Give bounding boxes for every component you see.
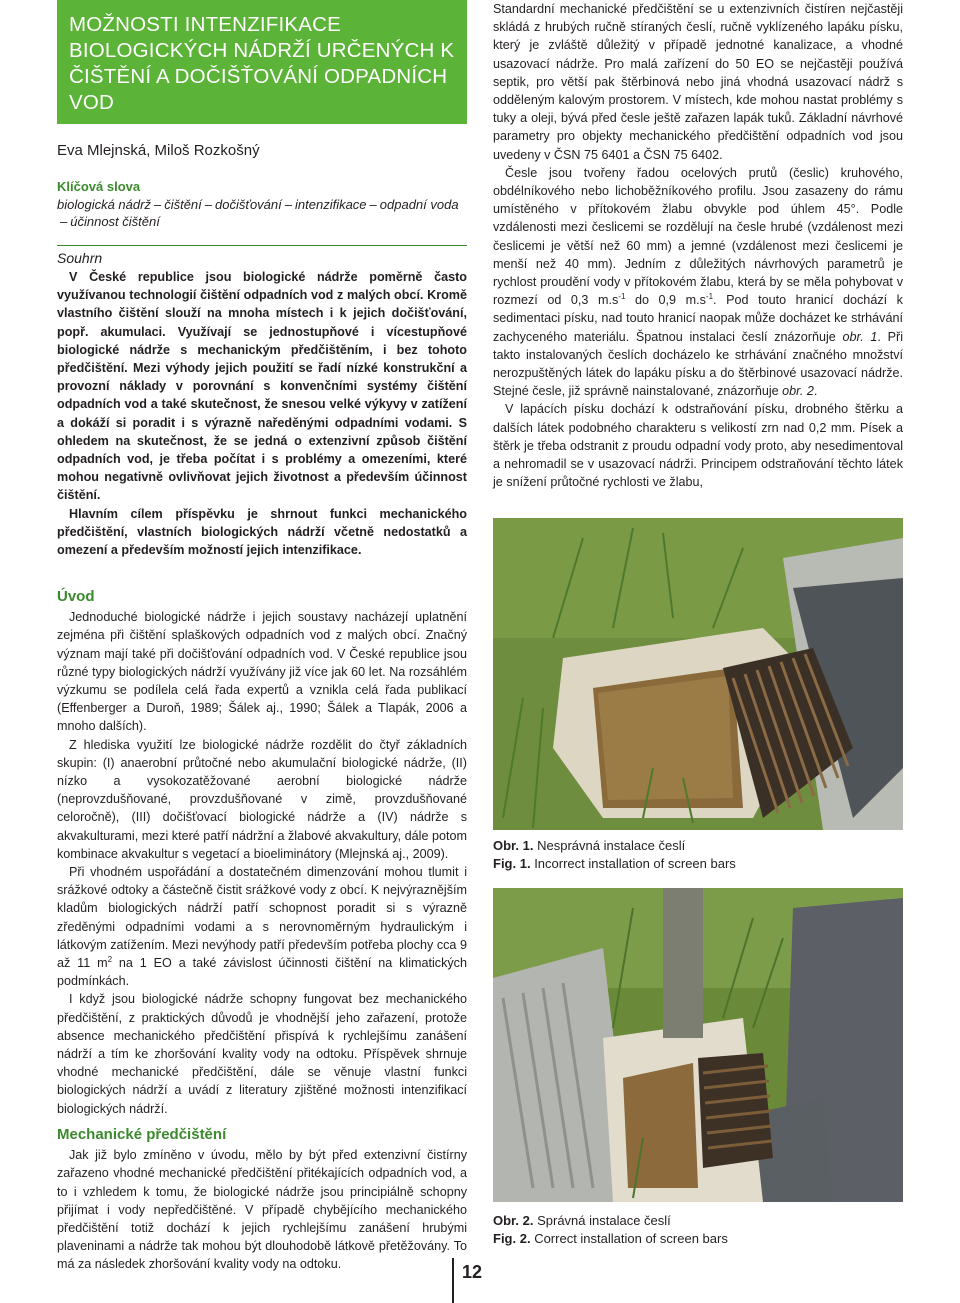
body-paragraph: I když jsou biologické nádrže schopny fungovat bez mechanického předčištění, z praktických důvodů je vhodnější jeho zařazení, protože absence mechanického předčištění přispívá k rychlejšímu zanášení nádrží a tím ke zhoršování kvality vody na odtoku. Příspěvek shrnuje vhodné mechanické předčištění, dále se věnuje vlastní funkci biologických nádrží a uvádí z literatury zjištěné možnosti intenzifikací biologických nádrží.: [57, 992, 467, 1116]
body-paragraph: [57, 863, 467, 990]
figure-2-caption: [493, 1212, 728, 1248]
body-paragraph: Standardní mechanické předčištění se u extenzivních čistíren nejčastěji skládá z hrubých ručně stíraných česlí, ručně vyklízeného lapáku písku, který je zvláště důležitý v případě jednotné kanalizace, a vhodné usazovací nádrže. Pro malá zařízení do 50 EO se nejčastěji používá septik, pro větší pak štěrbinová nebo jiná vhodná usazovací nádrž s odděleným kalovým prostorem. V místech, kde mohou nastat problémy s tuky a oleji, bývá před česle ještě zařazen lapák tuků. Základní návrhové parametry pro objekty mechanického předčištění odpadních vod jsou uvedeny v ČSN 75 6401 a ČSN 75 6402.: [493, 2, 903, 162]
figure-reference: obr. 1: [842, 329, 878, 344]
keyword-separator: –: [284, 197, 292, 212]
keywords-list: [57, 196, 467, 230]
text-run: . Pod touto hranicí dochází k sedimentaci písku, nad touto hranicí naopak může docházet ke strhávání zachyceného materiálu. Špatnou instalaci česlí znázorňuje: [493, 293, 903, 344]
keyword: účinnost čištění: [70, 214, 160, 229]
right-column: [493, 0, 903, 491]
page-number-rule: [452, 1258, 454, 1303]
superscript: -1: [618, 292, 626, 302]
caption-label: Fig. 2.: [493, 1231, 531, 1246]
section-heading-intro: Úvod: [57, 588, 95, 605]
body-paragraph: V lapácích písku dochází k odstraňování písku, drobného štěrku a dalších látek podobného charakteru s velikostí zrn nad 0,2 mm. Písek a štěrk je třeba odstranit z proudu odpadní vody proto, aby nesedimentoval a nehromadil se v usazovací nádrži. Principem odstraňování těchto látek je snížení průtočné rychlosti ve žlabu,: [493, 402, 903, 490]
body-paragraph: Jednoduché biologické nádrže i jejich soustavy nacházejí uplatnění zejména při čištění splaškových odpadních vod z malých obcí. Značný význam mají také při dočišťování odpadních vod. V České republice jsou různé typy biologických nádrží využívány již více jak 60 let. Na rozsáhlém výzkumu se podílela celá řada expertů a vznikla celá řada publikací (Effenberger a Duroň, 1989; Šálek aj., 1990; Šálek a Tlapák, 2006 a mnoho dalších).: [57, 610, 467, 734]
section-heading-mechanical: Mechanické předčištění: [57, 1125, 227, 1143]
superscript: 2: [107, 954, 113, 964]
caption-label: Obr. 2.: [493, 1213, 534, 1228]
article-title: MOŽNOSTI INTENZIFIKACE BIOLOGICKÝCH NÁDRŽÍ URČENÝCH K ČIŠTĚNÍ A DOČIŠŤOVÁNÍ ODPADNÍCH VOD: [69, 13, 455, 114]
figure-2-image: [493, 888, 903, 1202]
text-run: do 0,9 m.s: [625, 293, 706, 308]
body-paragraph: [493, 164, 903, 401]
summary-label: Souhrn: [57, 250, 103, 266]
keyword-separator: –: [204, 197, 212, 212]
abstract-paragraph: V České republice jsou biologické nádrže poměrně často využívanou technologií čištění odpadních vod z malých obcí. Kromě vlastního čištění slouží na mnoha místech i k jejich dočišťování, popř. akumulaci. Využívají se jednostupňové i vícestupňové biologické nádrže s mechanickým předčištěním, i bez tohoto předčištění. Mezi výhody jejich použití se řadí nízké konstrukční a provozní náklady v porovnání s konvenčními systémy čištění odpadních vod a také skutečnost, že snesou velké výkyvy v zatížení a dokáží si poradit i s výrazně naředěnými odpadními vodami. S ohledem na skutečnost, že se jedná o extenzivní způsob čištění odpadních vod, je třeba počítat i s problémy a omezeními, které mohou negativně ovlivňovat jejich životnost a především účinnost čištění.: [57, 270, 467, 503]
caption-en: [493, 1230, 728, 1248]
caption-label: Obr. 1.: [493, 838, 534, 853]
figure-1-image: [493, 518, 903, 830]
caption-label: Fig. 1.: [493, 856, 531, 871]
figure-1-photo: [493, 518, 903, 830]
keywords-label: Klíčová slova: [57, 179, 141, 194]
abstract: [57, 268, 467, 559]
keyword: odpadní voda: [379, 197, 459, 212]
caption-cz: [493, 837, 736, 855]
keyword: dočišťování: [215, 197, 282, 212]
body-paragraph: Z hlediska využití lze biologické nádrže rozdělit do čtyř základních skupin: (I) anaerobní průtočné nebo akumulační biologické nádrže, (II) nízko a vysokozatěžované aerobní biologické nádrže (neprovzdušňované, provzdušňované v zimě, provzdušňované celoročně), (III) dočišťovací biologické nádrže a (IV) nádrže s akvakulturami, mezi které patří nádržní a žlabové akvakultury, dále potom kombinace akvakultur s vegetací a bioeliminátory (Mlejnská aj., 2009).: [57, 737, 467, 861]
authors: Eva Mlejnská, Miloš Rozkošný: [57, 142, 260, 159]
caption-en: [493, 855, 736, 873]
text-run: .: [813, 384, 818, 399]
keyword: čištění: [164, 197, 202, 212]
text-run: Při vhodném uspořádání a dostatečném dimenzování mohou tlumit i srážkové odtoky a částečně čistit srážkové vody z obcí. K nejvýraznějším kladům biologických nádrží patří schopnost poradit si s výrazně zředěnými odpadními vodami a s nerovnoměrným hydraulickým i látkovým zatížením. Mezi nevýhody patří především potřeba plochy cca 9 až 11 m: [57, 865, 467, 971]
caption-cz: [493, 1212, 728, 1230]
text-run: Česle jsou tvořeny řadou ocelových prutů (česlic) kruhového, obdélníkového nebo lichoběžníkového profilu. Jsou zasazeny do rámu umístěného v přítokovém žlabu obvykle pod úhlem 45°. Podle vzdálenosti mezi česlicemi se rozdělují na česle hrubé (vzdálenost mezi česlicemi je větší než 60 mm) a jemné (vzdálenost mezi česlicemi je menší než 40 mm). Jedním z důležitých návrhových parametrů je rychlost proudění vody v přítokovém žlabu, která by se měla pohybovat v rozmezí od 0,3 m.s: [493, 165, 903, 308]
figure-reference: obr. 2: [782, 384, 814, 399]
superscript: -1: [705, 292, 714, 302]
keyword: biologická nádrž: [57, 197, 151, 212]
caption-text: Nesprávná instalace česlí: [537, 838, 686, 853]
abstract-paragraph: Hlavním cílem příspěvku je shrnout funkci mechanického předčištění, vlastních biologických nádrží včetně nedostatků a omezení a především možností jejich intenzifikace.: [57, 506, 467, 558]
caption-text: Incorrect installation of screen bars: [534, 856, 736, 871]
summary-divider: [57, 245, 467, 246]
keyword-separator: –: [153, 197, 162, 212]
title-banner: [57, 0, 467, 124]
caption-text: Správná instalace česlí: [537, 1213, 671, 1228]
body-paragraph: Jak již bylo zmíněno v úvodu, mělo by být před extenzivní čistírny zařazeno vhodné mechanické předčištění přitékajících odpadních vod, a to i vzhledem k tomu, že biologické nádrže jsou principiálně schopny přijímat i vody nepředčištěné. V případě chybějícího mechanického předčištění totiž dochází k jejich rychlejšímu zanášení hrubými plaveninami a nádrže tak mohou být dlouhodobě látkově přetěžovány. To má za následek zhoršování kvality vody na odtoku.: [57, 1148, 467, 1272]
left-column: [57, 588, 467, 1274]
text-run: na 1 EO a také závislost účinnosti čištění na klimatických podmínkách.: [57, 956, 467, 989]
keyword: intenzifikace: [295, 197, 367, 212]
caption-text: Correct installation of screen bars: [534, 1231, 728, 1246]
text-run: . Při takto instalovaných česlích docházelo ke strhávání značného množství nerozpuštěných látek do lapáku písku a do štěrbinové usazovací nádrže. Stejné česle, již správně nainstalované, znázorňuje: [493, 329, 903, 399]
keyword-separator: –: [369, 197, 377, 212]
figure-1-caption: [493, 837, 736, 873]
figure-2-photo: [493, 888, 903, 1202]
page-number: 12: [462, 1262, 483, 1282]
keyword-separator: –: [60, 214, 68, 229]
